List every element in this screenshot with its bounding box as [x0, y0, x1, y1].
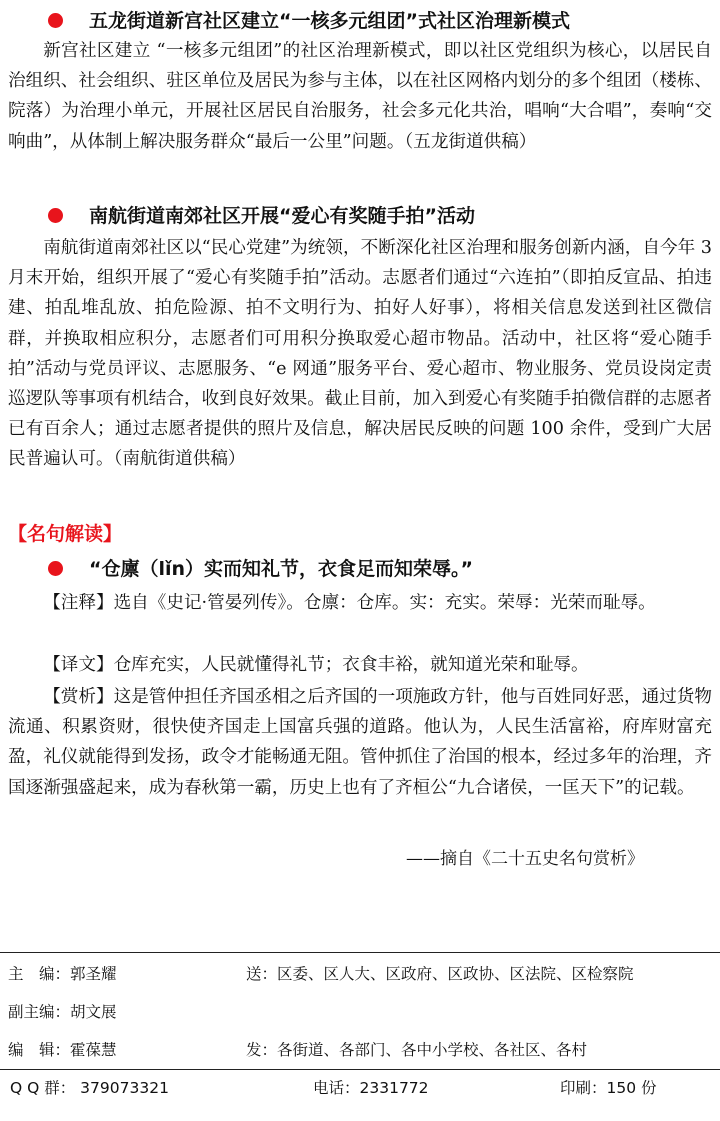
news-1-body: 新宫社区建立 “一核多元组团”的社区治理新模式，即以社区党组织为核心，以居民自治组织、社会组织、驻区单位及居民为参与主体，以在社区网格内划分的多个组团（楼栋、院落）为治理小单元，开展社区居民自治服务，社会多元化共治，唱响“大合唱”，奏响“交响曲”，从体制上解决服务群众“最后一公里”问题。（五龙街道供稿） [8, 41, 712, 152]
footer-bottom-divider [0, 1069, 720, 1070]
footer-editor-in-chief: 主 编：郭圣耀 [8, 965, 117, 983]
news-1-title: 五龙街道新宫社区建立“一核多元组团”式社区治理新模式 [89, 10, 570, 32]
quote-appreciation: 【赏析】这是管仲担任齐国丞相之后齐国的一项施政方针，他与百姓同好恶，通过货物流通、积累资财，很快使齐国走上国富兵强的道路。他认为，人民生活富裕，府库财富充盈，礼仪就能得到发扬，政令才能畅通无阻。管仲抓住了治国的根本，经过多年的治理，齐国逐渐强盛起来，成为春秋第一霸，历史上也有了齐桓公“九合诸侯，一匡天下”的记载。 [8, 687, 712, 798]
footer-send-to: 送：区委、区人大、区政府、区政协、区法院、区检察院 [246, 965, 634, 983]
quote-note: 【注释】选自《史记·管晏列传》。仓廪：仓库。实：充实。荣辱：光荣而耻辱。 [43, 593, 656, 613]
quote-translation: 【译文】仓库充实，人民就懂得礼节；衣食丰裕，就知道光荣和耻辱。 [43, 655, 589, 675]
footer-editor: 编 辑：霍葆慧 [8, 1041, 117, 1059]
news-2-heading [48, 203, 475, 229]
news-1-heading [48, 8, 570, 34]
footer-qq-group: Q Q 群： 379073321 [10, 1079, 169, 1097]
red-bullet-icon [48, 208, 63, 223]
footer-top-divider [0, 952, 720, 953]
red-bullet-icon [48, 561, 63, 576]
footer-print-count: 印刷：150 份 [560, 1079, 657, 1097]
quote-heading [48, 556, 473, 582]
footer-phone: 电话：2331772 [313, 1079, 429, 1097]
quote-section-label: 【名句解读】 [8, 523, 123, 545]
quote-text: “仓廪（lǐn）实而知礼节，衣食足而知荣辱。” [89, 558, 474, 580]
footer-distribute-to: 发：各街道、各部门、各中小学校、各社区、各村 [246, 1041, 588, 1059]
red-bullet-icon [48, 13, 63, 28]
footer-deputy-editor: 副主编：胡文展 [8, 1003, 117, 1021]
news-2-title: 南航街道南郊社区开展“爱心有奖随手拍”活动 [89, 205, 475, 227]
quote-source: ——摘自《二十五史名句赏析》 [406, 849, 644, 869]
news-2-body: 南航街道南郊社区以“民心党建”为统领，不断深化社区治理和服务创新内涵，自今年 3 月末开始，组织开展了“爱心有奖随手拍”活动。志愿者们通过“六连拍”（即拍反宣品、拍违建、拍乱堆乱放、拍危险源、拍不文明行为、拍好人好事），将相关信息发送到社区微信群，并换取相应积分，志愿者们可用积分换取爱心超市物品。活动中，社区将“爱心随手拍”活动与党员评议、志愿服务、“e 网通”服务平台、爱心超市、物业服务、党员设岗定责巡逻队等事项有机结合，收到良好效果。截止目前，加入到爱心有奖随手拍微信群的志愿者已有百余人；通过志愿者提供的照片及信息，解决居民反映的问题 100 余件，受到广大居民普遍认可。（南航街道供稿） [8, 238, 712, 470]
